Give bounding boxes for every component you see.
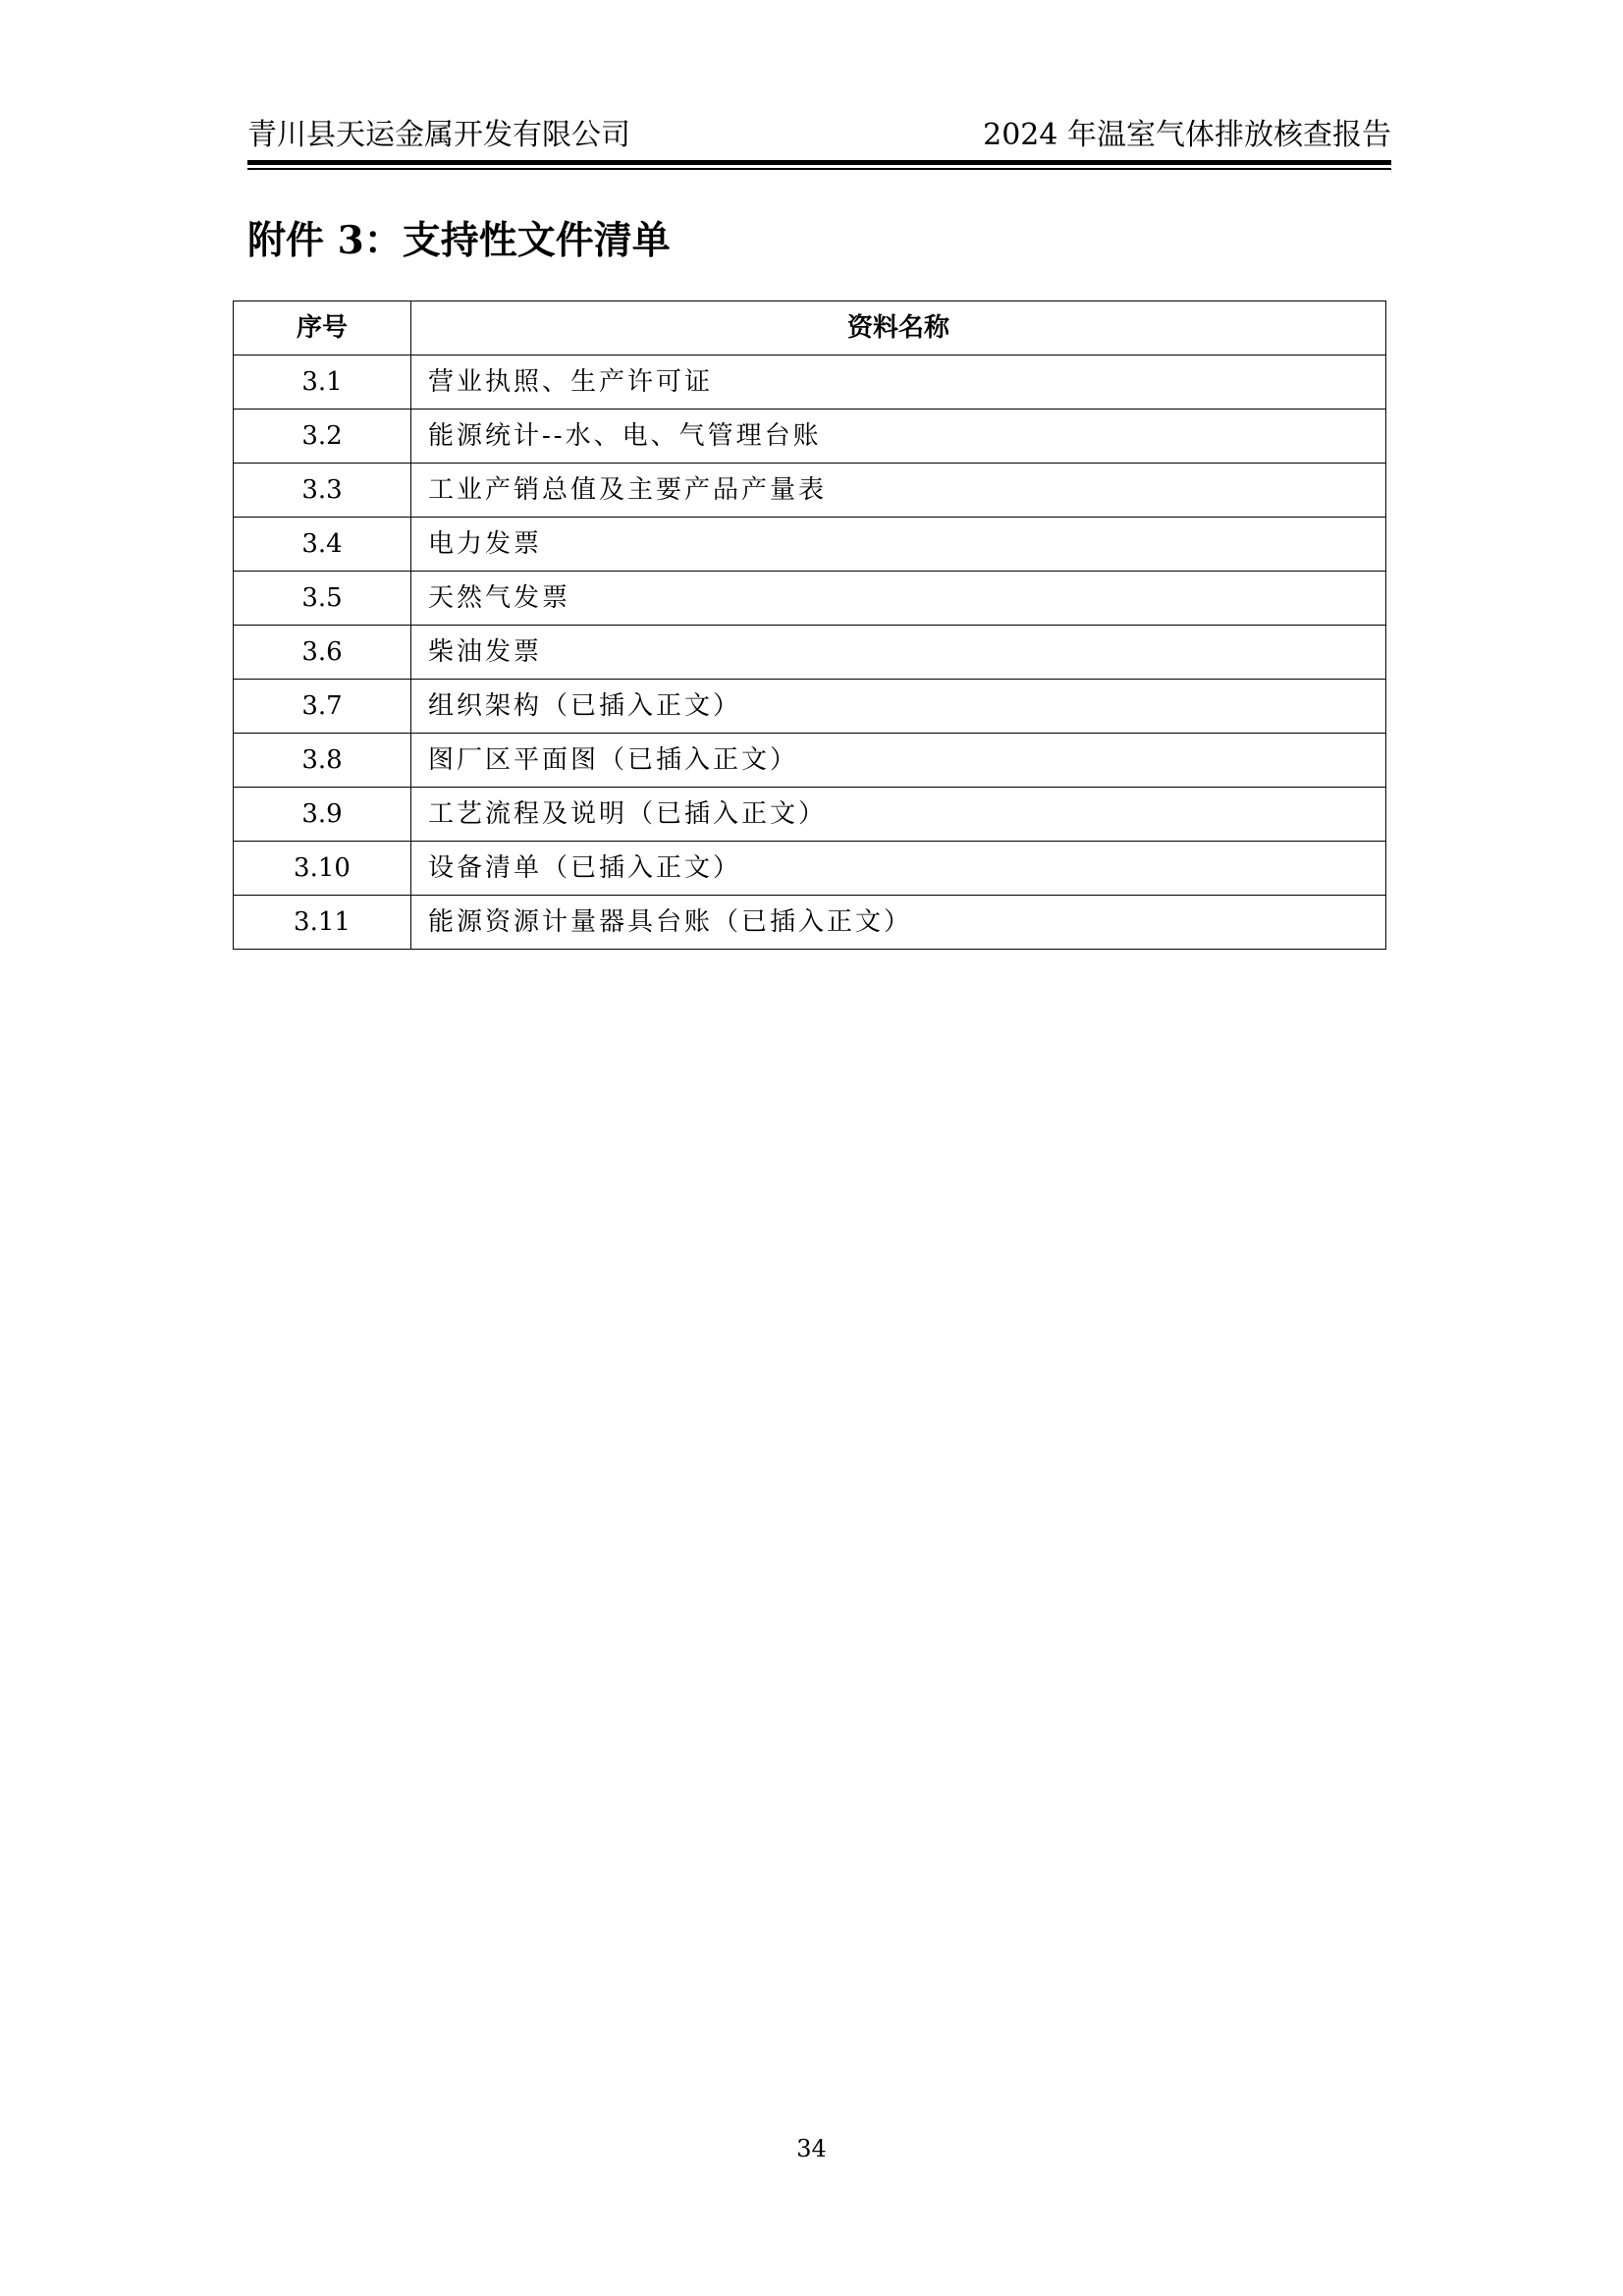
row-number: 3.4 [234, 518, 411, 572]
row-document-name: 工业产销总值及主要产品产量表 [411, 464, 1386, 518]
row-number: 3.7 [234, 680, 411, 734]
column-header-number: 序号 [234, 301, 411, 355]
section-title: 附件 3：支持性文件清单 [247, 218, 671, 263]
row-document-name: 能源资源计量器具台账（已插入正文） [411, 896, 1386, 950]
column-header-document-name: 资料名称 [411, 301, 1386, 355]
table-row [234, 410, 1386, 464]
row-number: 3.9 [234, 788, 411, 842]
header-report-title: 2024 年温室气体排放核查报告 [983, 118, 1391, 152]
row-document-name: 柴油发票 [411, 626, 1386, 680]
table-row [234, 464, 1386, 518]
row-number: 3.1 [234, 355, 411, 410]
header-company-name: 青川县天运金属开发有限公司 [247, 118, 630, 152]
row-document-name: 图厂区平面图（已插入正文） [411, 734, 1386, 788]
row-number: 3.8 [234, 734, 411, 788]
row-document-name: 天然气发票 [411, 572, 1386, 626]
supporting-documents-table [233, 301, 1386, 950]
table-row [234, 734, 1386, 788]
header-rule-thin [247, 168, 1391, 170]
header-rule-thick [247, 160, 1391, 165]
table-row [234, 788, 1386, 842]
row-number: 3.2 [234, 410, 411, 464]
row-number: 3.3 [234, 464, 411, 518]
row-document-name: 电力发票 [411, 518, 1386, 572]
row-number: 3.5 [234, 572, 411, 626]
page-number: 34 [796, 2135, 827, 2162]
row-document-name: 工艺流程及说明（已插入正文） [411, 788, 1386, 842]
row-document-name: 设备清单（已插入正文） [411, 842, 1386, 896]
table-row [234, 572, 1386, 626]
row-number: 3.11 [234, 896, 411, 950]
table-row [234, 626, 1386, 680]
table-row [234, 680, 1386, 734]
table-row [234, 842, 1386, 896]
row-number: 3.6 [234, 626, 411, 680]
row-document-name: 组织架构（已插入正文） [411, 680, 1386, 734]
row-number: 3.10 [234, 842, 411, 896]
table-row [234, 896, 1386, 950]
row-document-name: 能源统计--水、电、气管理台账 [411, 410, 1386, 464]
row-document-name: 营业执照、生产许可证 [411, 355, 1386, 410]
table-header-row [234, 301, 1386, 355]
table-row [234, 355, 1386, 410]
table-row [234, 518, 1386, 572]
